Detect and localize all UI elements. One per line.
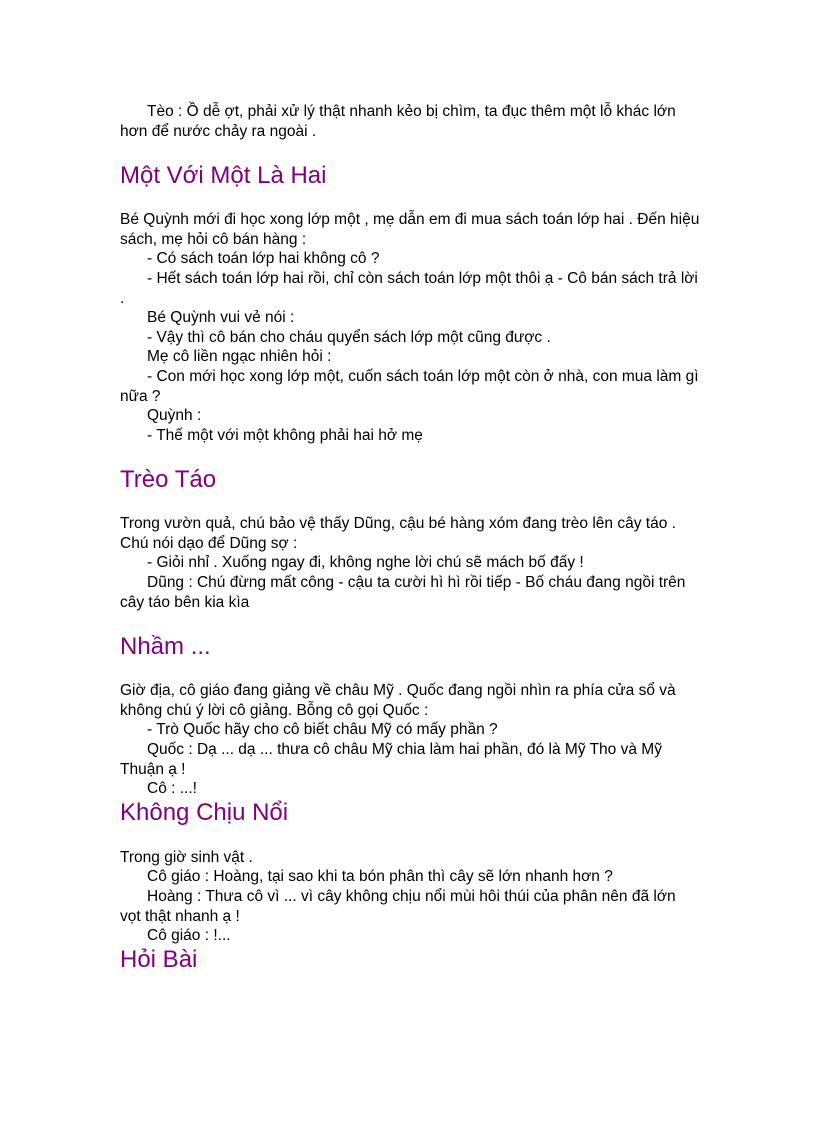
paragraph: - Có sách toán lớp hai không cô ? [147, 250, 380, 267]
paragraph: Bé Quỳnh mới đi học xong lớp một , mẹ dẫn em đi mua sách toán lớp hai . Đến hiệu sách, mẹ hỏi cô bán hàng : [120, 211, 700, 248]
paragraph: - Con mới học xong lớp một, cuốn sách toán lớp một còn ở nhà, con mua làm gì nữa ? [120, 368, 699, 405]
paragraph: Cô giáo : Hoàng, tại sao khi ta bón phân thì cây sẽ lớn nhanh hơn ? [147, 868, 613, 885]
paragraph: Quỳnh : [147, 407, 202, 424]
paragraph: Bé Quỳnh vui vẻ nói : [147, 309, 295, 326]
section-heading: Nhầm ... [120, 633, 211, 660]
section-heading: Không Chịu Nổi [120, 799, 289, 826]
paragraph: - Trò Quốc hãy cho cô biết châu Mỹ có mấy phần ? [147, 721, 498, 738]
paragraph: Tèo : Ồ dễ ợt, phải xử lý thật nhanh kẻo bị chìm, ta đục thêm một lỗ khác lớn hơn để nước chảy ra ngoài . [120, 103, 676, 140]
paragraph: Hoàng : Thưa cô vì ... vì cây không chịu nổi mùi hôi thúi của phân nên đã lớn vọt thật nhanh ạ ! [120, 888, 676, 925]
paragraph: Mẹ cô liền ngạc nhiên hỏi : [147, 348, 332, 365]
paragraph: Quốc : Dạ ... dạ ... thưa cô châu Mỹ chia làm hai phần, đó là Mỹ Tho và Mỹ Thuận ạ ! [120, 741, 662, 778]
paragraph: Dũng : Chú đừng mất công - cậu ta cười hì hì rồi tiếp - Bố cháu đang ngồi trên cây táo bên kia kìa [120, 574, 686, 611]
section-heading: Trèo Táo [120, 466, 217, 493]
section-heading: Hỏi Bài [120, 946, 198, 973]
paragraph: Cô giáo : !... [147, 927, 231, 944]
section-heading: Một Với Một Là Hai [120, 162, 327, 189]
paragraph: - Giỏi nhỉ . Xuống ngay đi, không nghe lời chú sẽ mách bố đấy ! [147, 554, 584, 571]
paragraph: Giờ địa, cô giáo đang giảng về châu Mỹ . Quốc đang ngồi nhìn ra phía cửa sổ và không chú ý lời cô giảng. Bỗng cô gọi Quốc : [120, 682, 676, 719]
paragraph: - Thế một với một không phải hai hở mẹ [147, 427, 423, 444]
paragraph: Trong vườn quả, chú bảo vệ thấy Dũng, cậu bé hàng xóm đang trèo lên cây táo . Chú nói dạo để Dũng sợ : [120, 515, 676, 552]
paragraph: Cô : ...! [147, 780, 197, 797]
paragraph: - Vậy thì cô bán cho cháu quyển sách lớp một cũng được . [147, 329, 551, 346]
paragraph: - Hết sách toán lớp hai rồi, chỉ còn sách toán lớp một thôi ạ - Cô bán sách trả lời . [120, 270, 698, 307]
paragraph: Trong giờ sinh vật . [120, 849, 253, 866]
